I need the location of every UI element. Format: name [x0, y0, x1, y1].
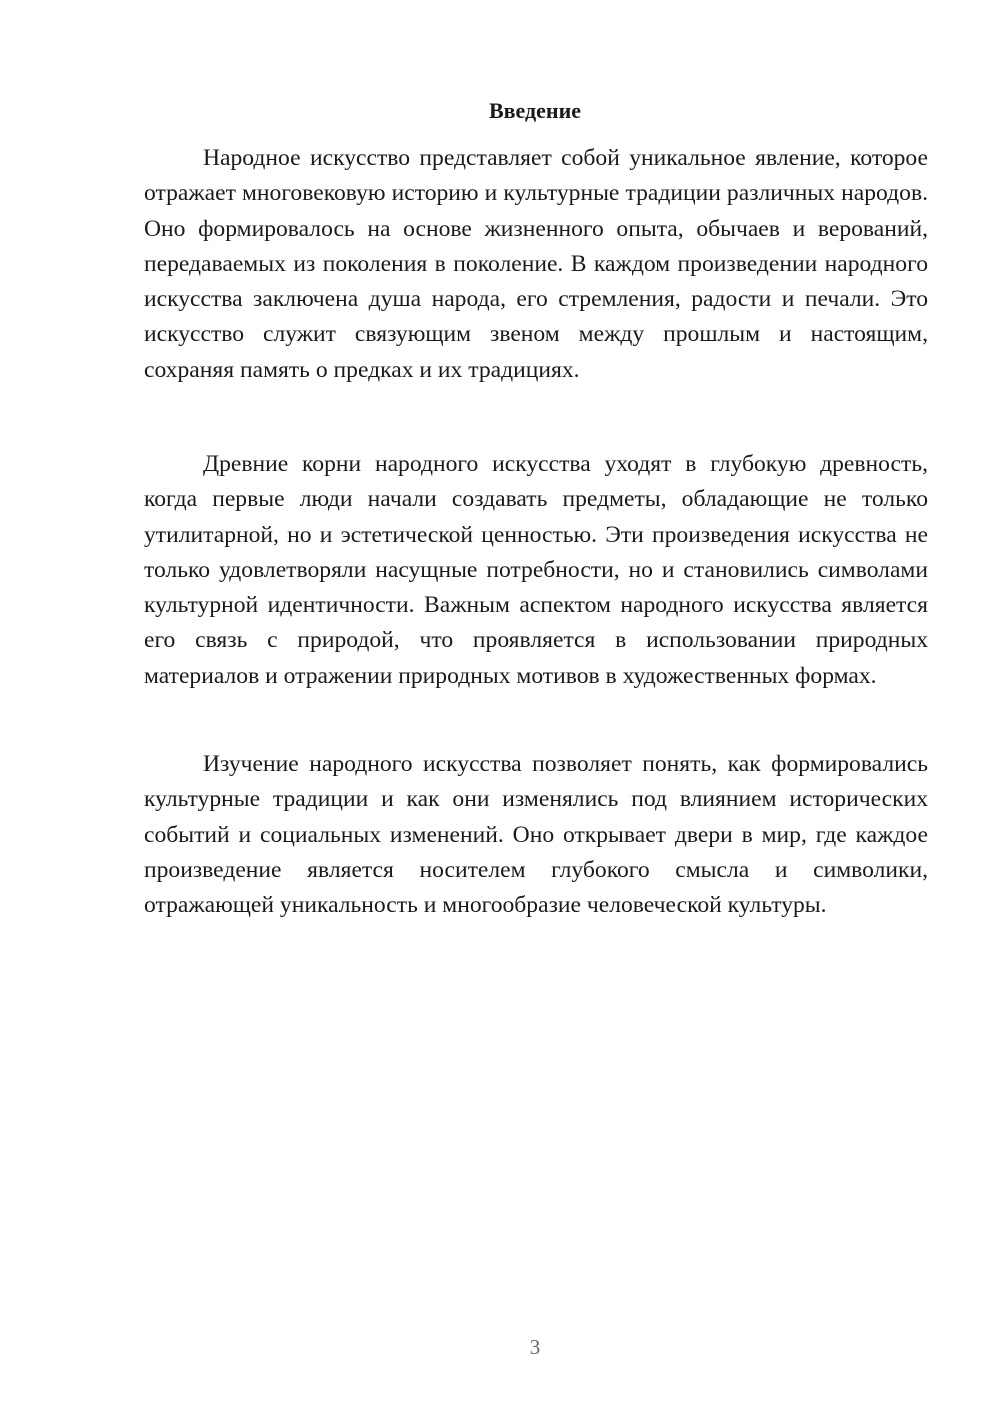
paragraph-1: Народное искусство представляет собой уникальное явление, которое отражает многовековую историю и культурные традиции различных народов. Оно формировалось на основе жизненного опыта, обычаев и верований, передаваемых из поколения в поколение. В каждом произведении народного искусства заключена душа народа, его стремления, радости и печали. Это искусство служит связующим звеном между прошлым и настоящим, сохраняя память о предках и их традициях. — [144, 145, 928, 383]
page-title: Введение — [488, 98, 582, 123]
page-number: 3 — [529, 1335, 541, 1359]
paragraph-3: Изучение народного искусства позволяет понять, как формировались культурные традиции и как они изменялись под влиянием исторических событий и социальных изменений. Оно открывает двери в мир, где каждое произведение является носителем глубокого смысла и символики, отражающей уникальность и многообразие человеческой культуры. — [144, 751, 928, 919]
paragraph-2: Древние корни народного искусства уходят в глубокую древность, когда первые люди начали создавать предметы, обладающие не только утилитарной, но и эстетической ценностью. Эти произведения искусства не только удовлетворяли насущные потребности, но и становились символами культурной идентичности. Важным аспектом народного искусства является его связь с природой, что проявляется в использовании природных материалов и отражении природных мотивов в художественных формах. — [144, 451, 928, 689]
